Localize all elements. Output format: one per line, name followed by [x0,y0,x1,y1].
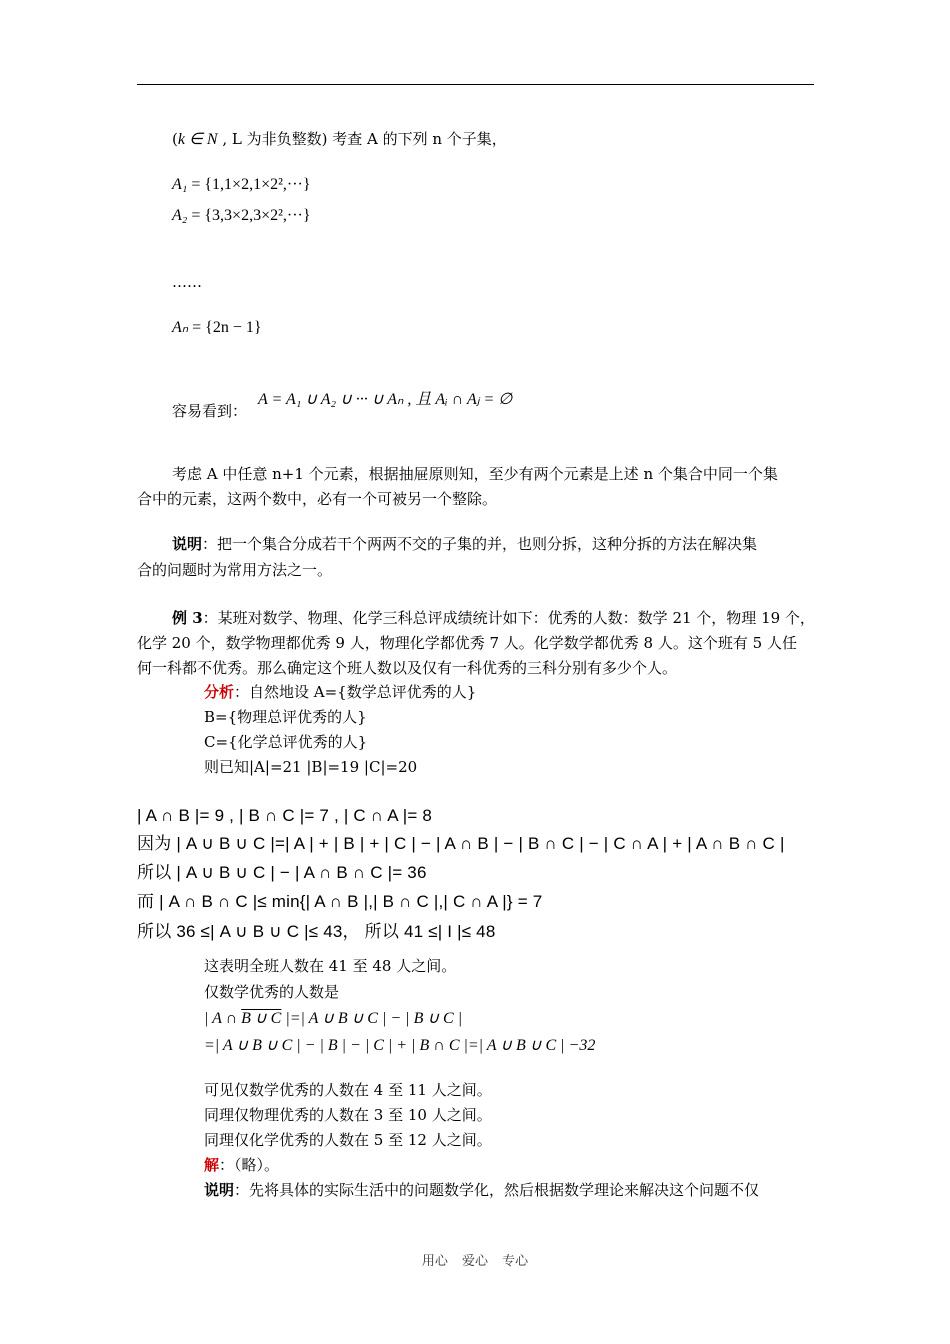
formula-1: | A ∩ B |= 9 , | B ∩ C |= 7 , | C ∩ A |= 8 [137,806,433,825]
conclusion-line4: 同理仅物理优秀的人数在 3 至 10 人之间。 [204,1106,492,1124]
subset-a2-value: = {3,3×2,3×2²,···} [187,207,311,224]
note1-line1 [172,534,757,554]
example3-line1 [172,608,815,628]
note2-line [204,1180,759,1200]
example3-label: 例 3 [172,609,203,627]
intro-text: , L 为非负整数) 考查 A 的下列 n 个子集， [217,130,507,148]
subset-an [172,318,262,338]
subset-an-value: = {2n − 1} [188,319,262,336]
para1-line1: 考虑 A 中任意 n+1 个元素，根据抽屉原则知，至少有两个元素是上述 n 个集合中同一个集 [172,465,778,483]
subset-a1-label: A₁ [172,176,188,193]
solution-label: 解 [204,1156,220,1174]
analysis-label: 分析 [204,683,235,701]
analysis-line4: 则已知|A|=21 |B|=19 |C|=20 [204,758,418,776]
subset-ellipsis: …… [172,273,202,291]
formula-6 [204,1009,462,1029]
note1-text: ：把一个集合分成若干个两两不交的子集的并，也则分拆，这种分拆的方法在解决集 [202,535,758,553]
para1-line2: 合中的元素，这两个数中，必有一个可被另一个整除。 [137,490,498,508]
header-rule [137,84,814,85]
intro-paren: ( [172,130,178,148]
example3-text: ：某班对数学、物理、化学三科总评成绩统计如下：优秀的人数：数学 21 个，物理 19 个， [202,609,815,627]
example3-line3: 何一科都不优秀。那么确定这个班人数以及仅有一科优秀的三科分别有多少个人。 [137,659,678,677]
easy-see-formula: A = A₁ ∪ A₂ ∪ ··· ∪ Aₙ , 且 Aᵢ ∩ Aⱼ = ∅ [258,391,513,408]
intro-k-in-n: k ∈ N [177,131,218,148]
note2-label: 说明 [204,1181,235,1199]
analysis-text: ：自然地设 A={数学总评优秀的人} [234,683,477,701]
example3-line2: 化学 20 个，数学物理都优秀 9 人，物理化学都优秀 7 人。化学数学都优秀 8 人。这个班有 5 人任 [137,634,797,652]
formula-7: =| A ∪ B ∪ C | − | B | − | C | + | B ∩ C |=| A ∪ B ∪ C | −32 [204,1037,596,1054]
subset-a1 [172,175,311,195]
intro-line [172,129,507,150]
formula-3: 所以 | A ∪ B ∪ C | − | A ∩ B ∩ C |= 36 [137,863,427,882]
solution-line [204,1155,279,1175]
analysis-line3: C={化学总评优秀的人} [204,733,368,751]
conclusion-line2: 仅数学优秀的人数是 [204,983,340,1001]
subset-an-label: Aₙ [172,319,189,336]
conclusion-line3: 可见仅数学优秀的人数在 4 至 11 人之间。 [204,1081,492,1099]
analysis-line1 [204,682,476,702]
subset-a1-value: = {1,1×2,1×2²,···} [187,176,311,193]
formula-5: 所以 36 ≤| A ∪ B ∪ C |≤ 43， 所以 41 ≤| I |≤ 48 [137,922,496,941]
formula-4: 而 | A ∩ B ∩ C |≤ min{| A ∩ B |,| B ∩ C |,| C ∩ A |} = 7 [137,892,543,911]
formula-2: 因为 | A ∪ B ∪ C |=| A | + | B | + | C | − | A ∩ B | − | B ∩ C | − | C ∩ A | + | A ∩ B ∩ C | [137,834,785,853]
analysis-line2: B={物理总评优秀的人} [204,708,367,726]
solution-text: ：（略）。 [219,1156,280,1174]
formula-6-left: | A ∩ [204,1010,242,1027]
conclusion-line5: 同理仅化学优秀的人数在 5 至 12 人之间。 [204,1131,492,1149]
formula-6-right: |=| A ∪ B ∪ C | − | B ∪ C | [281,1010,463,1027]
subset-a2-label: A₂ [172,207,188,224]
subset-a2 [172,206,311,226]
note1-line2: 合的问题时为常用方法之一。 [137,561,333,579]
note2-text: ：先将具体的实际生活中的问题数学化，然后根据数学理论来解决这个问题不仅 [234,1181,760,1199]
note1-label: 说明 [172,535,203,553]
page-footer: 用心 爱心 专心 [421,1254,529,1269]
easy-see-label: 容易看到： [172,402,248,420]
conclusion-line1: 这表明全班人数在 41 至 48 人之间。 [204,957,457,975]
formula-6-overline: B ∪ C [241,1010,282,1027]
